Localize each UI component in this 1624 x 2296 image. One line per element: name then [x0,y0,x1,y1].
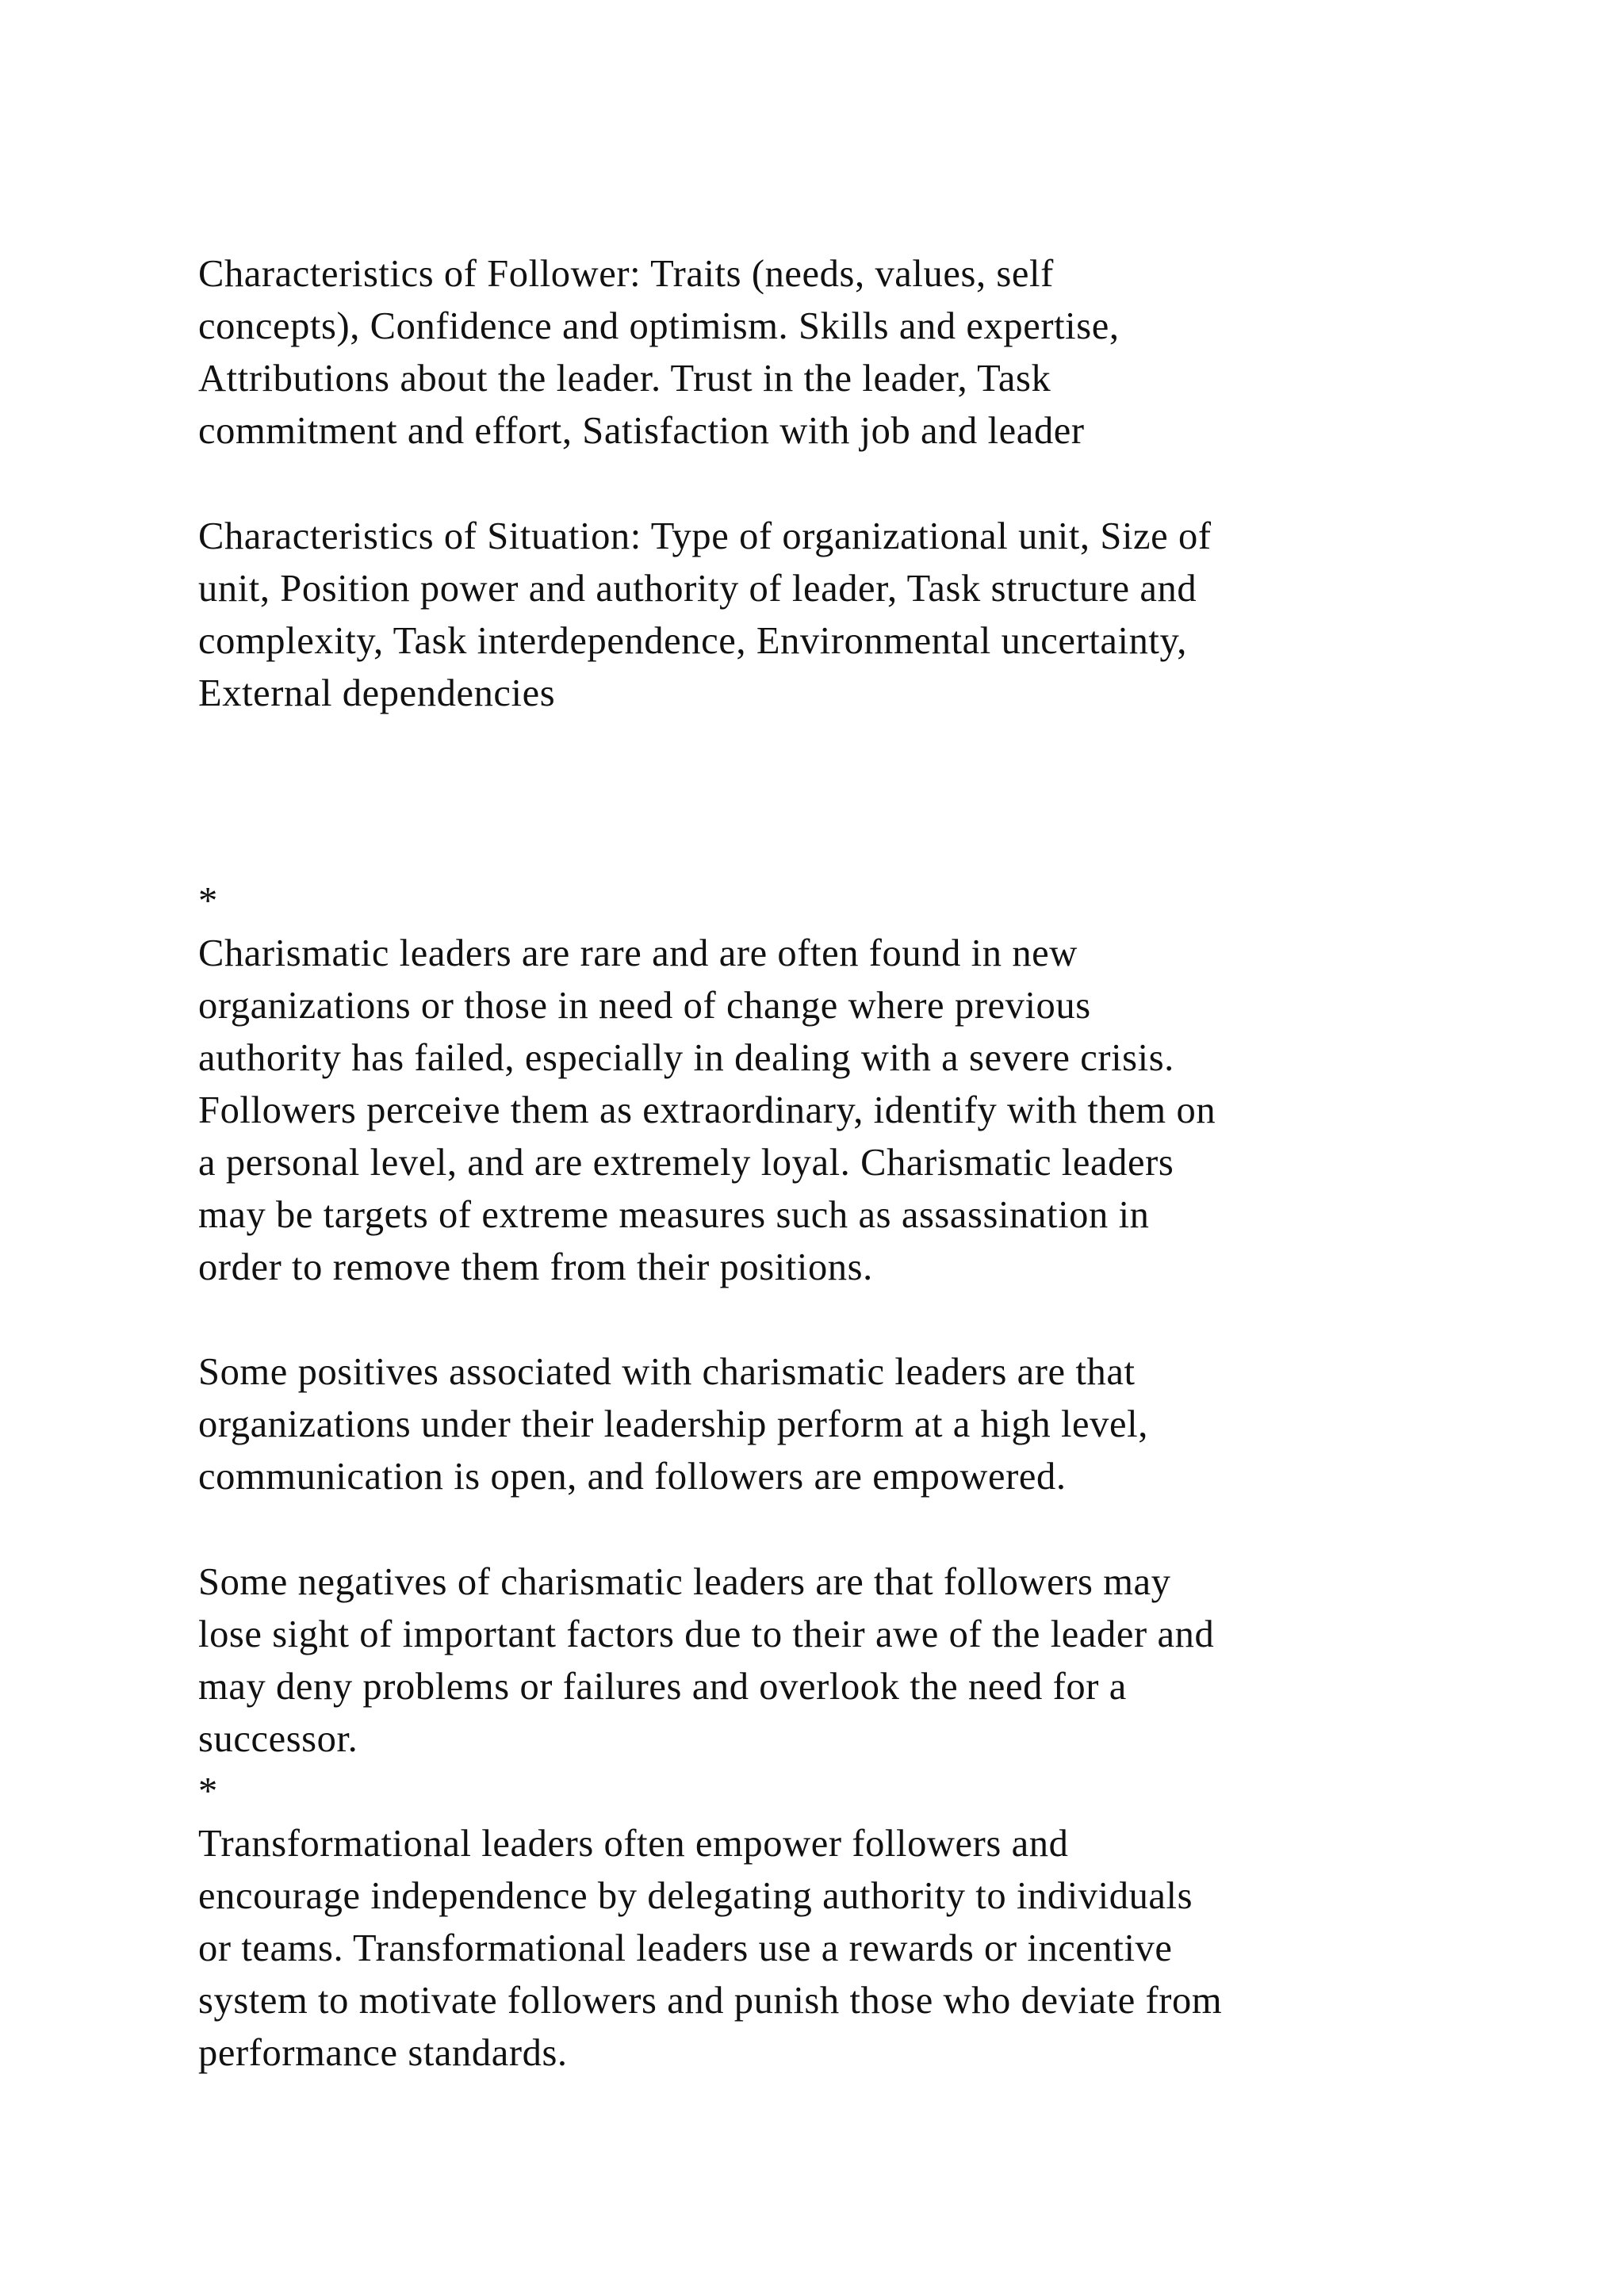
paragraph-situation-characteristics: Characteristics of Situation: Type of organizational unit, Size of unit, Position power and authority of leader, Task structure and complexity, Task interdependence, Environmental uncertainty, External dependencies [198,515,1212,714]
paragraph-charismatic-negatives: Some negatives of charismatic leaders are that followers may lose sight of important factors due to their awe of the leader and may deny problems or failures and overlook the need for a successor. [198,1561,1215,1760]
paragraph-follower-characteristics: Characteristics of Follower: Traits (needs, values, self concepts), Confidence and optimism. Skills and expertise, Attributions about the leader. Trust in the leader, Task commitment and effort, Satisfaction with job and leader [198,253,1120,452]
paragraph-charismatic-positives: Some positives associated with charismatic leaders are that organizations under their leadership perform at a high level, communication is open, and followers are empowered. [198,1351,1148,1498]
separator-asterisk: * [198,1770,218,1812]
paragraph-transformational-leaders: Transformational leaders often empower followers and encourage independence by delegating authority to individuals or teams. Transformational leaders use a rewards or incentive system to motivate followers and punish those who deviate from performance standards. [198,1823,1223,2074]
separator-asterisk: * [198,880,218,922]
paragraph-charismatic-leaders: Charismatic leaders are rare and are often found in new organizations or those in need of change where previous authority has failed, especially in dealing with a severe crisis. Followers perceive them as extraordinary, identify with them on a personal level, and are extremely loyal. Charismatic leaders may be targets of extreme measures such as assassination in order to remove them from their positions. [198,932,1216,1288]
